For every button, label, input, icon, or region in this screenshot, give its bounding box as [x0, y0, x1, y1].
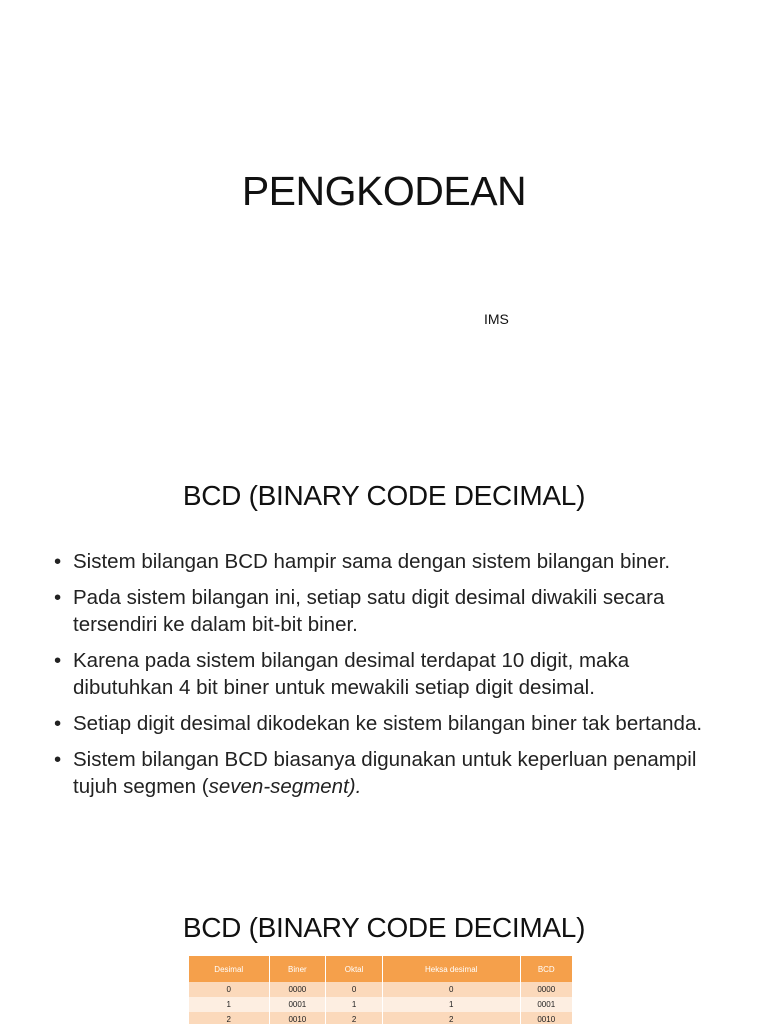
- bullet-list: [54, 548, 714, 809]
- bcd-table-slide: [0, 886, 768, 1024]
- bullet-item: [54, 647, 714, 701]
- bullet-item: [54, 548, 714, 575]
- bullet-dot: •: [54, 748, 62, 771]
- title-slide: [0, 0, 768, 432]
- presentation-subtitle: IMS: [484, 311, 509, 327]
- table-cell: 0000: [269, 982, 326, 997]
- table-header-row: [189, 956, 573, 982]
- table-cell: 0010: [520, 1012, 572, 1024]
- column-header-oktal: Oktal: [326, 956, 383, 982]
- table-row: [189, 982, 573, 997]
- column-header-biner: Biner: [269, 956, 326, 982]
- slide-title: BCD (BINARY CODE DECIMAL): [182, 912, 586, 943]
- bullet-text-italic: seven-segment).: [208, 775, 362, 798]
- table-cell: 0001: [269, 997, 326, 1012]
- table-cell: 0001: [520, 997, 572, 1012]
- bullet-item: [54, 710, 714, 737]
- column-header-heksa-desimal: Heksa desimal: [382, 956, 520, 982]
- table-cell: 0: [326, 982, 383, 997]
- table-cell: 2: [326, 1012, 383, 1024]
- bullet-dot: •: [54, 550, 62, 573]
- table-cell: 1: [326, 997, 383, 1012]
- slide-title: BCD (BINARY CODE DECIMAL): [182, 480, 586, 511]
- table-row: [189, 1012, 573, 1024]
- bullet-item: [54, 584, 714, 638]
- table-cell: 1: [382, 997, 520, 1012]
- bullet-text: Sistem bilangan BCD hampir sama dengan sistem bilangan biner.: [73, 550, 671, 573]
- presentation-title: PENGKODEAN: [241, 168, 527, 214]
- table-cell: 0: [382, 982, 520, 997]
- bullet-dot: •: [54, 649, 62, 672]
- bcd-definition-slide: [0, 438, 768, 880]
- bullet-item: [54, 746, 714, 800]
- column-header-desimal: Desimal: [189, 956, 269, 982]
- bcd-table: [189, 956, 573, 1024]
- table-row: [189, 997, 573, 1012]
- table-cell: 0: [189, 982, 269, 997]
- table-cell: 2: [382, 1012, 520, 1024]
- table-cell: 0000: [520, 982, 572, 997]
- bullet-text: Karena pada sistem bilangan desimal terdapat 10 digit, maka dibutuhkan 4 bit biner untuk mewakili setiap digit desimal.: [73, 649, 630, 699]
- bullet-dot: •: [54, 712, 62, 735]
- bullet-text: Setiap digit desimal dikodekan ke sistem bilangan biner tak bertanda.: [73, 712, 703, 735]
- table-cell: 0010: [269, 1012, 326, 1024]
- table-cell: 1: [189, 997, 269, 1012]
- bullet-dot: •: [54, 586, 62, 609]
- bullet-text: Pada sistem bilangan ini, setiap satu digit desimal diwakili secara tersendiri ke dalam bit-bit biner.: [73, 586, 665, 636]
- bullet-text: Sistem bilangan BCD biasanya digunakan untuk keperluan penampil tujuh segmen (: [73, 748, 697, 798]
- column-header-bcd: BCD: [520, 956, 572, 982]
- table-cell: 2: [189, 1012, 269, 1024]
